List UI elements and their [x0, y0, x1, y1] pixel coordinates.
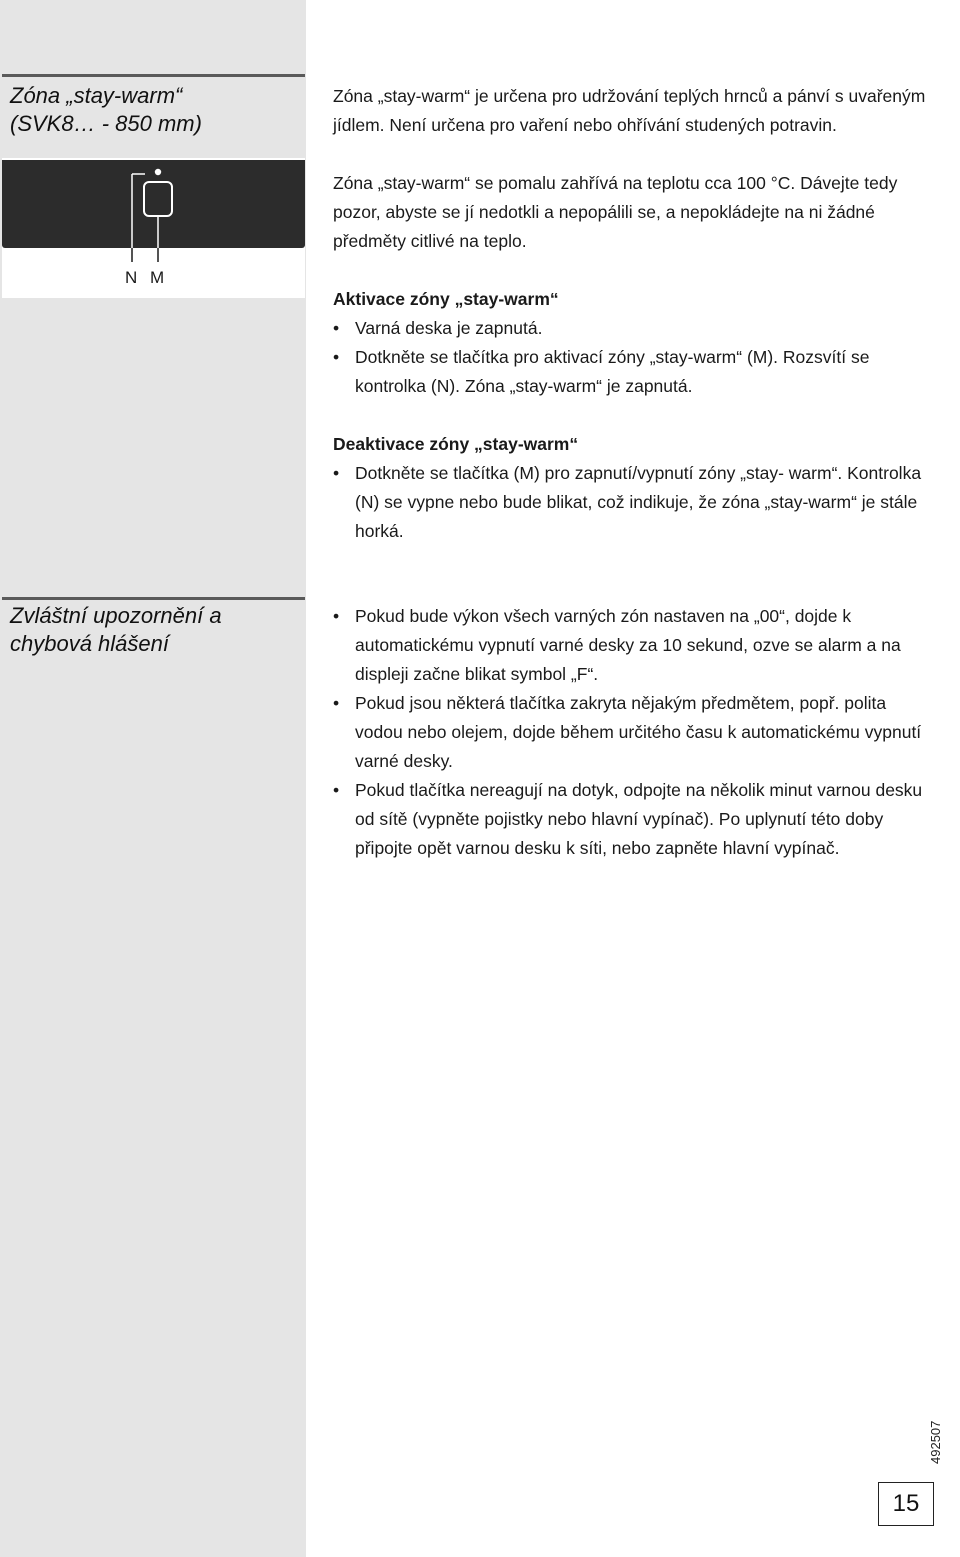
list-item: • Dotkněte se tlačítka pro aktivací zóny „stay-warm“ (M). Rozsvítí se kontrolka (N). Zóna „stay-warm“ je zapnutá. [333, 343, 938, 401]
indicator-light-n-icon [155, 169, 161, 175]
label-n: N [125, 268, 138, 287]
page-number: 15 [878, 1482, 934, 1526]
label-m: M [150, 268, 165, 287]
paragraph: Zóna „stay-warm“ se pomalu zahřívá na teplotu cca 100 °C. Dávejte tedy pozor, abyste se jí nedotkli a nepopálili se, a nepokládejte na ni žádné předměty citlivé na teplo. [333, 173, 898, 251]
warnings-list [333, 602, 938, 863]
section-title-line: chybová hlášení [10, 631, 169, 656]
touch-button-m-icon [144, 182, 172, 216]
control-panel-illustration [2, 158, 305, 298]
list-item: • Dotkněte se tlačítka (M) pro zapnutí/vypnutí zóny „stay- warm“. Kontrolka (N) se vypne nebo bude blikat, což indikuje, že zóna „stay-warm“ je stále horká. [333, 459, 938, 546]
section-title-warnings [10, 602, 300, 658]
list-item: • Pokud tlačítka nereagují na dotyk, odpojte na několik minut varnou desku od sítě (vypněte pojistky nebo hlavní vypínač). Po uplynutí této doby připojte opět varnou desku k síti, nebo zapněte hlavní vypínač. [333, 776, 938, 863]
section-title-line: (SVK8… - 850 mm) [10, 111, 202, 136]
deactivation-heading: Deaktivace zóny „stay-warm“ [333, 434, 579, 454]
deactivation-list [333, 459, 938, 546]
list-item: • Pokud bude výkon všech varných zón nastaven na „00“, dojde k automatickému vypnutí varné desky za 10 sekund, ozve se alarm a na displeji začne blikat symbol „F“. [333, 602, 938, 689]
section-title-line: Zvláštní upozornění a [10, 603, 222, 628]
activation-list [333, 314, 938, 401]
document-code: 492507 [928, 1420, 943, 1464]
section-title-line: Zóna „stay-warm“ [10, 83, 183, 108]
section-divider-warnings [2, 597, 305, 600]
list-item: • Pokud jsou některá tlačítka zakryta nějakým předmětem, popř. polita vodou nebo olejem, dojde během určitého času k automatickému vypnutí varné desky. [333, 689, 938, 776]
section-title-stay-warm [10, 82, 300, 138]
list-item: • Varná deska je zapnutá. [333, 314, 938, 343]
paragraph: Zóna „stay-warm“ je určena pro udržování teplých hrnců a pánví s uvařeným jídlem. Není určena pro vaření nebo ohřívání studených potravin. [333, 86, 926, 135]
warnings-content [333, 602, 938, 863]
section-divider-stay-warm [2, 74, 305, 77]
stay-warm-content [333, 82, 938, 546]
activation-heading: Aktivace zóny „stay-warm“ [333, 289, 559, 309]
